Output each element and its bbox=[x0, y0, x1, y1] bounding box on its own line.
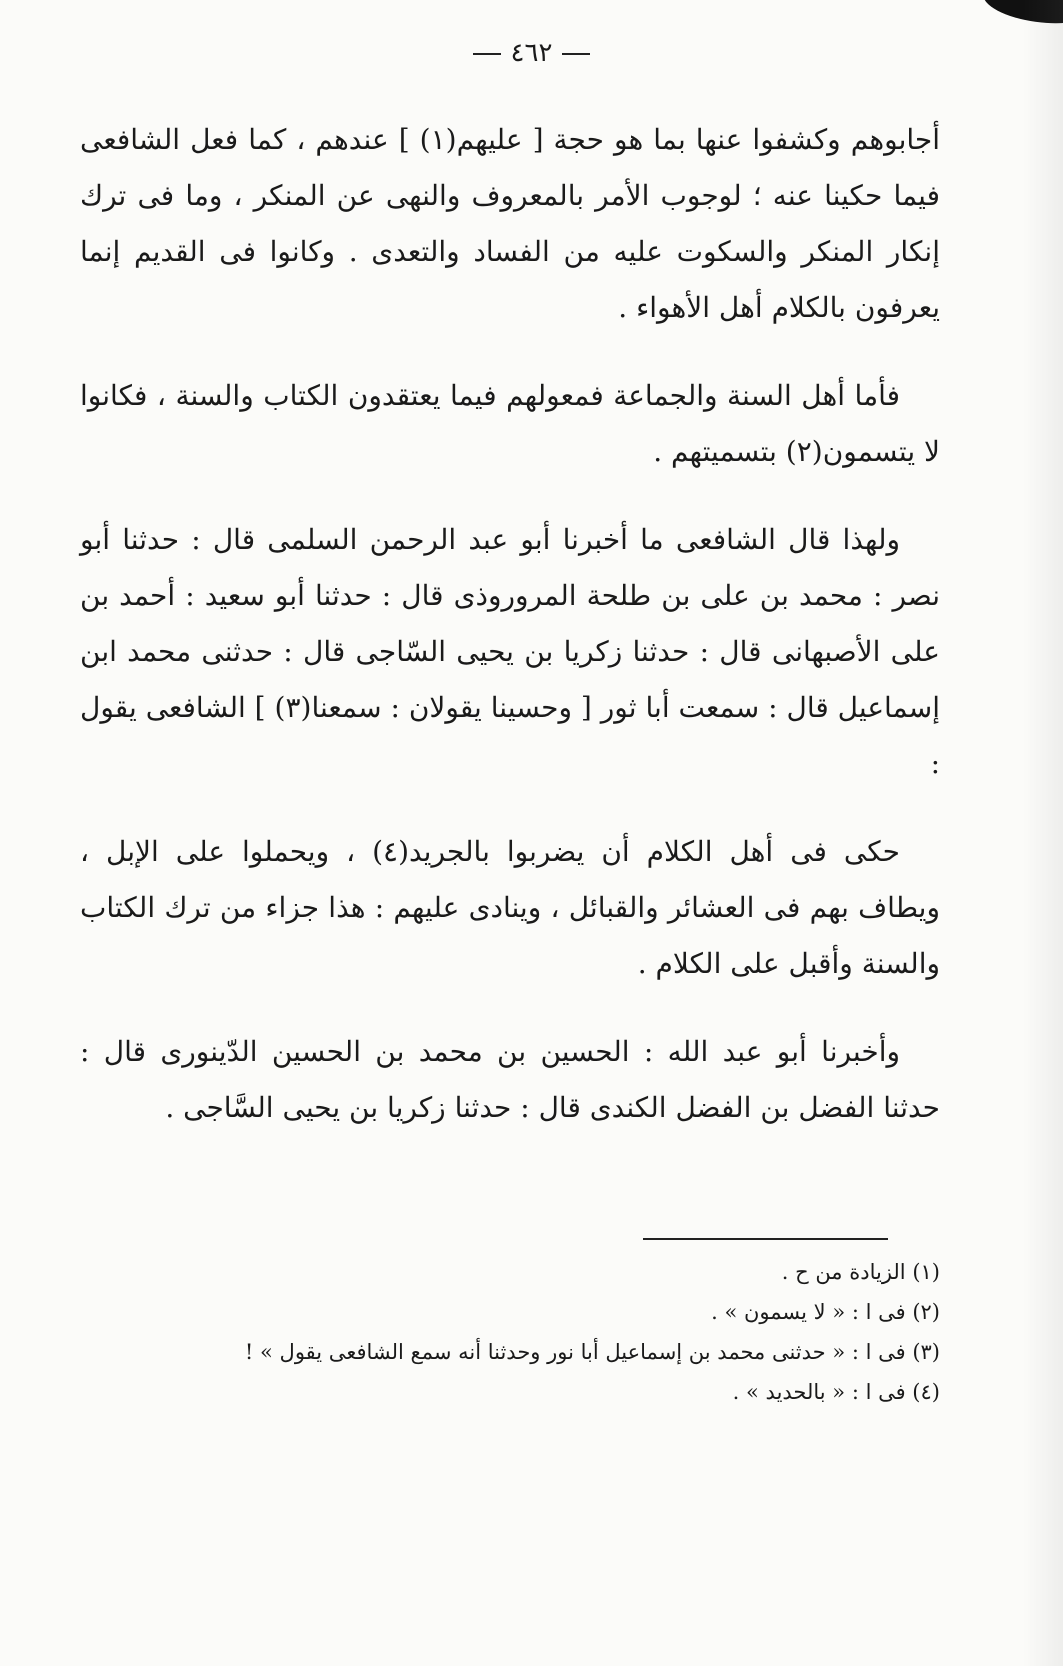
page-number-header bbox=[0, 38, 1063, 68]
paragraph-2: فأما أهل السنة والجماعة فمعولهم فيما يعتقدون الكتاب والسنة ، فكانوا لا يتسمون(٢) بتسميتهم . bbox=[80, 379, 940, 468]
paragraph-4: حكى فى أهل الكلام أن يضربوا بالجريد(٤) ، ويحملوا على الإبل ، ويطاف بهم فى العشائر والقبائل ، وينادى عليهم : هذا جزاء من ترك الكتاب والسنة وأقبل على الكلام . bbox=[80, 835, 940, 980]
footnote-3: (٣) فى ا : « حدثنى محمد بن إسماعيل أبا نور وحدثنا أنه سمع الشافعى يقول » ! bbox=[244, 1340, 940, 1364]
paragraph-5: وأخبرنا أبو عبد الله : الحسين بن محمد بن الحسين الدّينورى قال : حدثنا الفضل بن الفضل الكندى قال : حدثنا زكريا بن يحيى السَّاجى . bbox=[80, 1035, 940, 1124]
footnote-4: (٤) فى ا : « بالحديد » . bbox=[732, 1380, 940, 1404]
paragraph-3: ولهذا قال الشافعى ما أخبرنا أبو عبد الرحمن السلمى قال : حدثنا أبو نصر : محمد بن على بن طلحة المروروذى قال : حدثنا أبو سعيد : أحمد بن على الأصبهانى قال : حدثنا زكريا بن يحيى السّاجى قال : حدثنى محمد ابن إسماعيل قال : سمعت أبا ثور [ وحسينا يقولان : سمعنا(٣) ] الشافعى يقول : bbox=[80, 523, 940, 780]
paragraph-1: أجابوهم وكشفوا عنها بما هو حجة [ عليهم(١) ] عندهم ، كما فعل الشافعى فيما حكينا عنه ؛ لوجوب الأمر بالمعروف والنهى عن المنكر ، وما فى ترك إنكار المنكر والسكوت عليه من الفساد والتعدى . وكانوا فى القديم إنما يعرفون بالكلام أهل الأهواء . bbox=[80, 123, 940, 324]
main-text bbox=[80, 112, 940, 1168]
footnote-1: (١) الزيادة من ح . bbox=[781, 1260, 940, 1284]
header-dash-left bbox=[473, 53, 501, 55]
page-edge-shadow bbox=[1023, 0, 1063, 1666]
footnote-separator bbox=[643, 1238, 888, 1240]
footnotes bbox=[120, 1252, 940, 1412]
footnote-2: (٢) فى ا : « لا يسمون » . bbox=[711, 1300, 940, 1324]
page-number: ٤٦٢ bbox=[510, 38, 553, 68]
header-dash-right bbox=[562, 53, 590, 55]
